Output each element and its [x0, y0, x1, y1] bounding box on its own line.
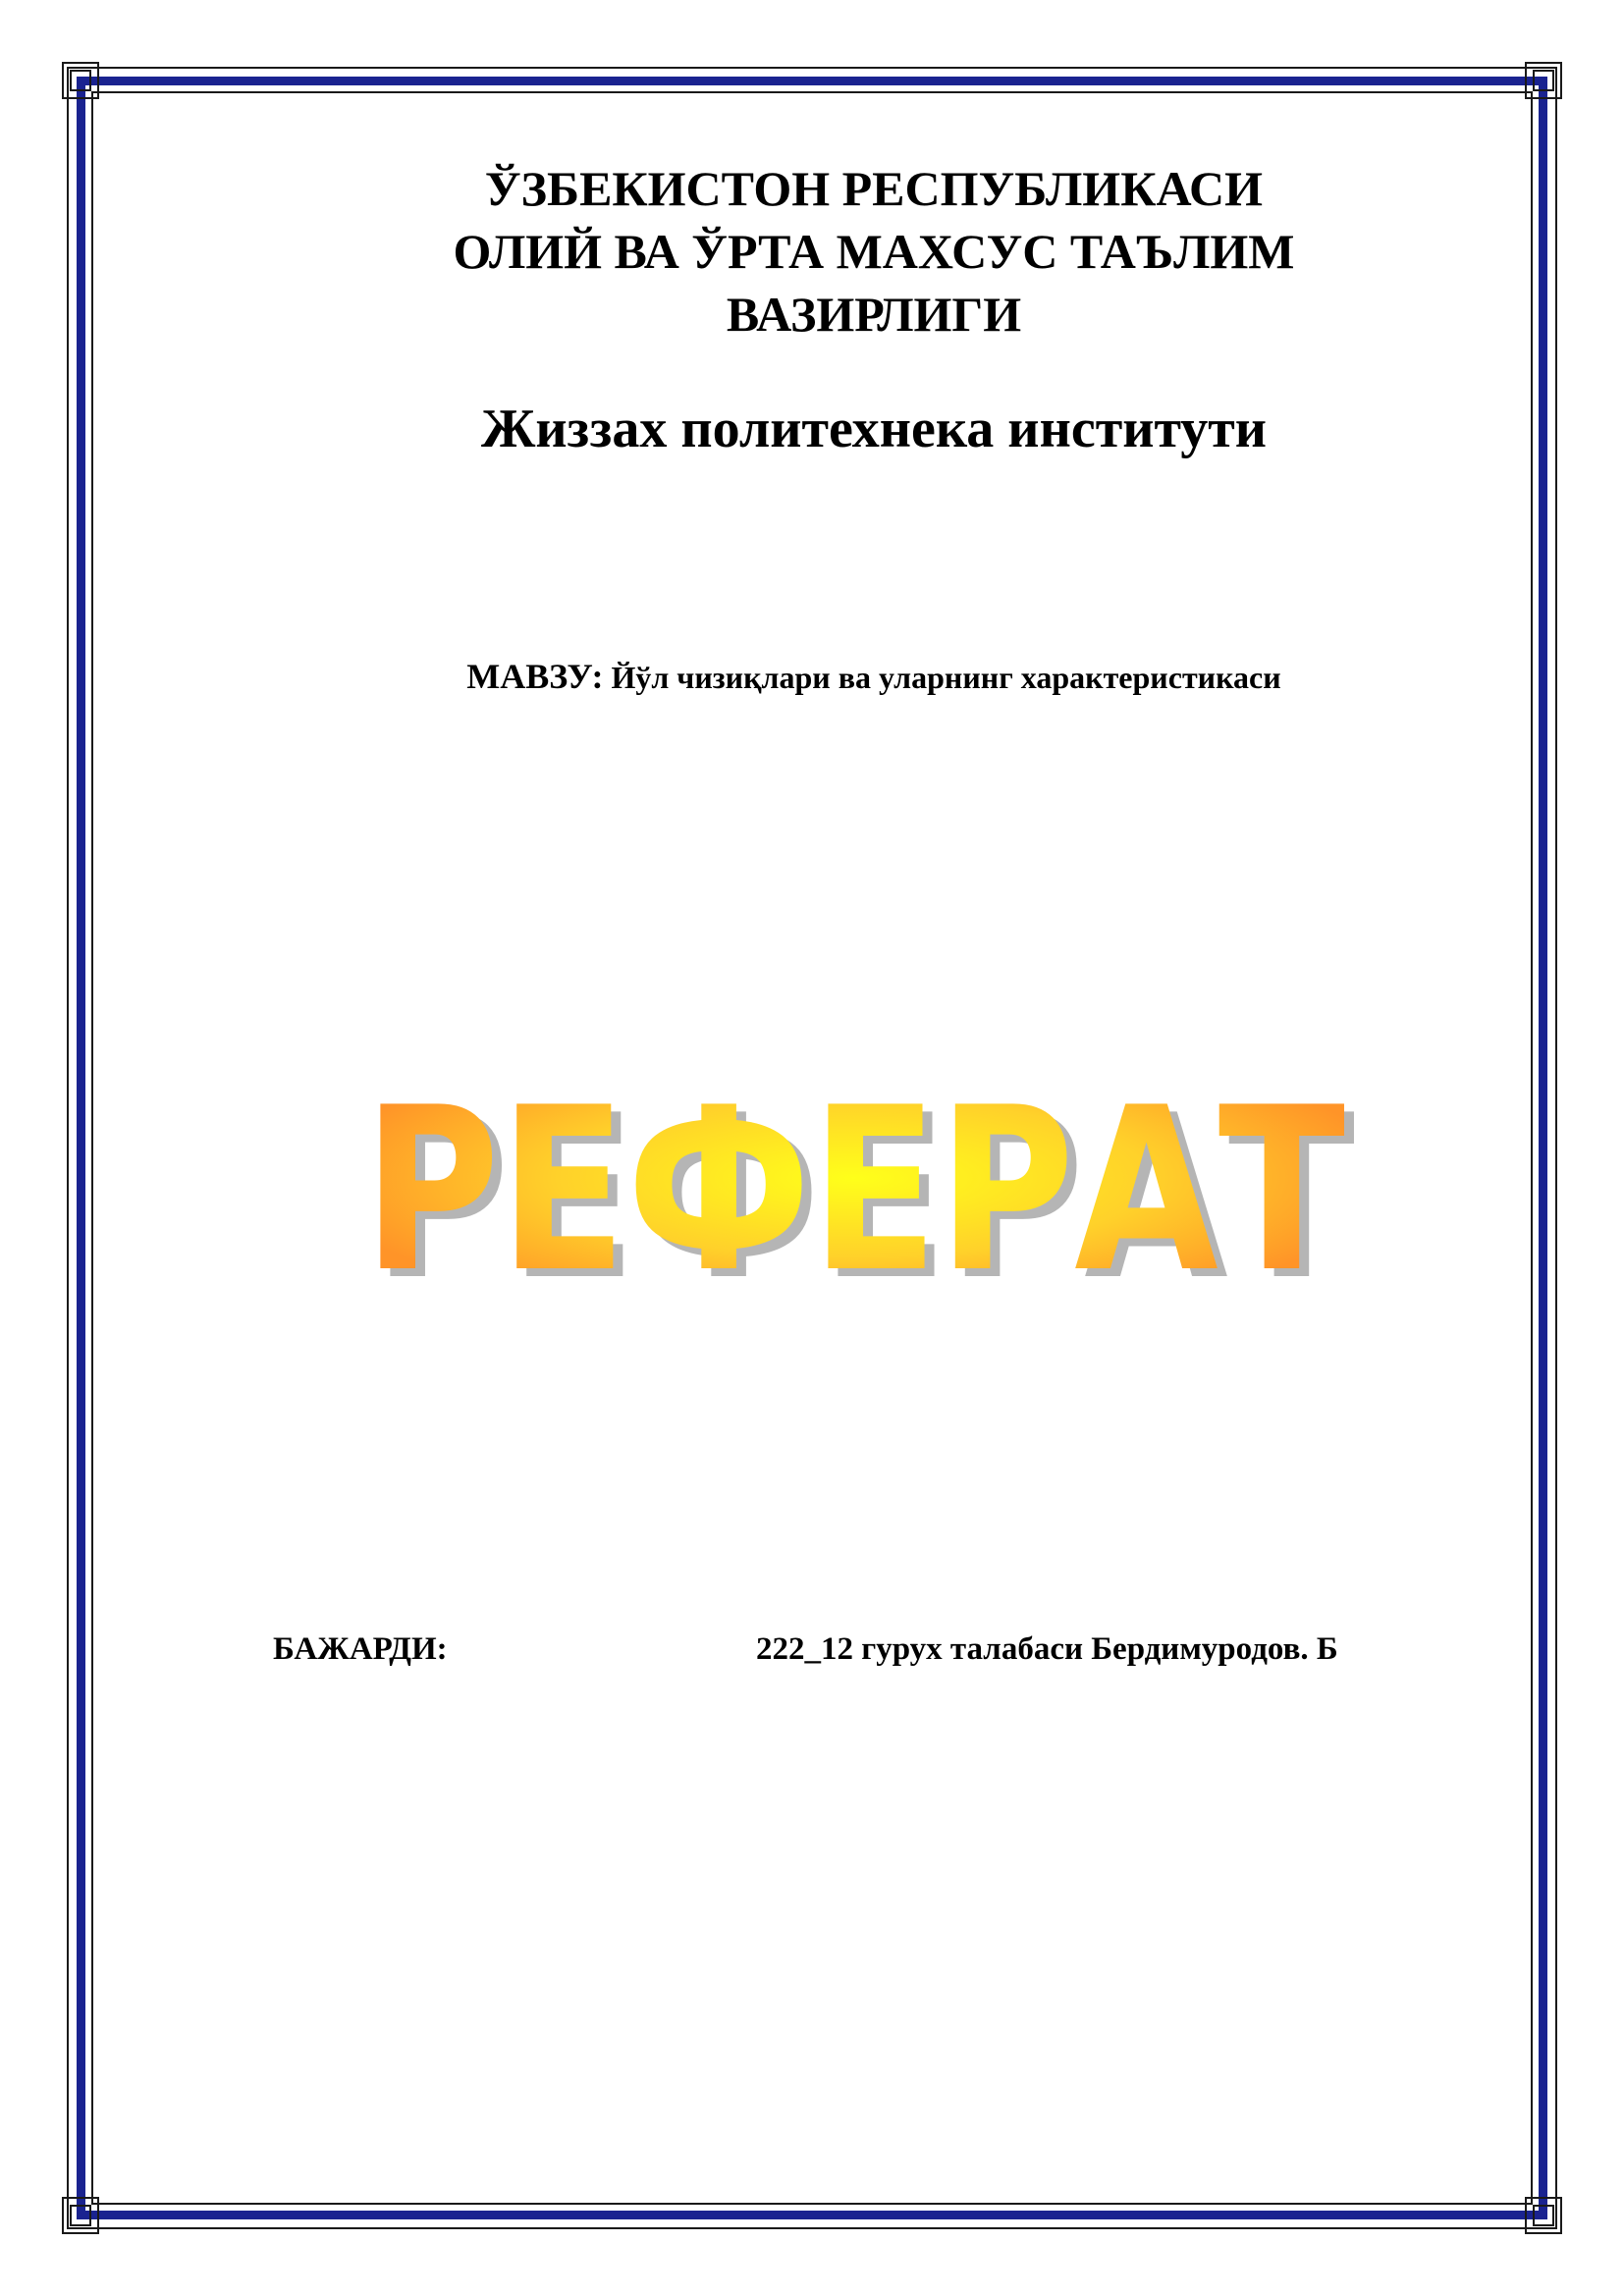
header-line-1: ЎЗБЕКИСТОН РЕСПУБЛИКАСИ [484, 161, 1264, 216]
author-value: 222_12 гурух талабаси Бердимуродов. Б [756, 1631, 1338, 1667]
author-label: БАЖАРДИ: [273, 1631, 448, 1667]
border-corner-ornament [61, 2196, 100, 2235]
border-corner-ornament [1524, 2196, 1563, 2235]
topic-label: МАВЗУ: [466, 657, 604, 696]
border-corner-ornament [61, 61, 100, 100]
header-line-3: ВАЗИРЛИГИ [726, 287, 1022, 342]
topic-line [295, 656, 1453, 698]
title-wordart-shadow: РЕФЕРАТ [373, 1068, 1355, 1291]
institute-name: Жиззах политехнека институти [480, 399, 1268, 459]
title-wordart-text: РЕФЕРАТ [363, 1060, 1345, 1291]
border-corner-ornament [1524, 61, 1563, 100]
ministry-header [295, 157, 1453, 346]
title-wordart [349, 1050, 1365, 1291]
header-line-2: ОЛИЙ ВА ЎРТА МАХСУС ТАЪЛИМ [453, 224, 1295, 279]
topic-text: Йўл чизиқлари ва уларнинг характеристикаси [611, 660, 1281, 695]
